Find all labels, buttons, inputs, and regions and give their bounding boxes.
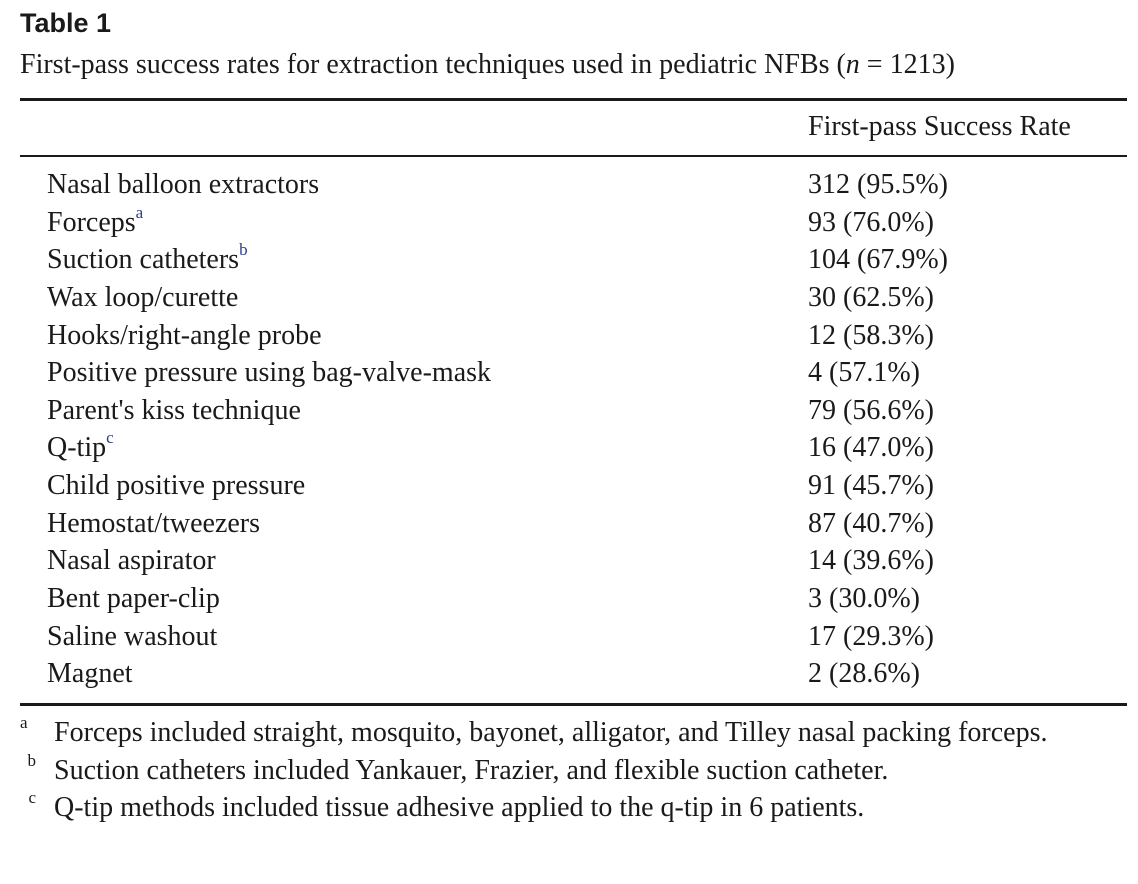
success-rate-cell: 87 (40.7%) [808, 507, 934, 539]
table-body [0, 166, 1138, 693]
footnote-link[interactable]: c [106, 428, 114, 448]
table-row [0, 204, 1138, 242]
technique-cell [47, 204, 143, 242]
caption-count: = 1213) [859, 49, 955, 80]
table-row [0, 467, 1138, 505]
technique-cell [47, 580, 220, 618]
footnote-text: Suction catheters included Yankauer, Frazier, and flexible suction catheter. [54, 754, 889, 786]
technique-cell [47, 429, 114, 467]
success-rate-cell: 3 (30.0%) [808, 583, 920, 615]
table-row [0, 580, 1138, 618]
footnote-text: Q-tip methods included tissue adhesive applied to the q-tip in 6 patients. [54, 792, 865, 823]
table-footnotes [20, 714, 1120, 827]
technique-cell [47, 392, 301, 430]
table-caption [20, 47, 955, 83]
technique-name: Saline washout [47, 620, 218, 652]
table-row [0, 279, 1138, 317]
column-header-success-rate: First-pass Success Rate [808, 111, 1071, 142]
table-row [0, 618, 1138, 656]
table-row [0, 166, 1138, 204]
technique-cell [47, 505, 260, 543]
caption-text: First-pass success rates for extraction techniques used in pediatric NFBs ( [20, 49, 846, 80]
footnote-link[interactable]: b [239, 240, 248, 260]
technique-name: Hemostat/tweezers [47, 507, 261, 539]
technique-cell [47, 166, 319, 204]
technique-cell [47, 618, 217, 656]
success-rate-cell: 104 (67.9%) [808, 244, 948, 276]
table-row [0, 429, 1138, 467]
technique-cell [47, 467, 305, 505]
table-row [0, 392, 1138, 430]
caption-variable: n [845, 49, 860, 80]
technique-name: Nasal aspirator [47, 545, 216, 577]
success-rate-cell: 17 (29.3%) [808, 620, 934, 652]
table-row [0, 241, 1138, 279]
technique-cell [47, 317, 322, 355]
technique-name: Forceps [47, 206, 136, 238]
success-rate-cell: 14 (39.6%) [808, 545, 934, 577]
technique-name: Suction catheters [47, 244, 240, 276]
success-rate-cell: 4 (57.1%) [808, 357, 920, 389]
table-top-rule [20, 98, 1127, 101]
table-bottom-rule [20, 703, 1127, 706]
success-rate-cell: 91 (45.7%) [808, 470, 934, 502]
technique-name: Nasal balloon extractors [47, 169, 320, 200]
table-row [0, 505, 1138, 543]
footnote: a Forceps included straight, mosquito, bayonet, alligator, and Tilley nasal packing forceps. [20, 713, 1048, 748]
footnote: b Suction catheters included Yankauer, Frazier, and flexible suction catheter. [27, 750, 889, 786]
table-header-rule [20, 155, 1127, 157]
technique-name: Child positive pressure [47, 470, 306, 502]
success-rate-cell: 93 (76.0%) [808, 206, 934, 238]
technique-name: Positive pressure using bag-valve-mask [47, 357, 492, 389]
table-row [0, 317, 1138, 355]
table-row [0, 655, 1138, 693]
technique-name: Hooks/right-angle probe [47, 319, 322, 351]
technique-cell [47, 354, 491, 392]
footnote-link[interactable]: a [135, 202, 144, 222]
success-rate-cell: 16 (47.0%) [808, 432, 934, 464]
technique-name: Bent paper-clip [47, 583, 220, 615]
success-rate-cell: 2 (28.6%) [808, 658, 920, 690]
technique-name: Parent's kiss technique [47, 394, 301, 426]
table-label: Table 1 [20, 8, 112, 38]
technique-cell [47, 655, 133, 693]
footnote: c Q-tip methods included tissue adhesive applied to the q-tip in 6 patients. [28, 788, 865, 823]
technique-name: Wax loop/curette [47, 281, 239, 313]
technique-cell [47, 241, 248, 279]
success-rate-cell: 30 (62.5%) [808, 281, 934, 313]
technique-cell [47, 542, 216, 580]
success-rate-cell: 312 (95.5%) [808, 169, 948, 200]
technique-cell [47, 279, 238, 317]
success-rate-cell: 12 (58.3%) [808, 319, 934, 351]
technique-name: Magnet [47, 658, 133, 690]
table-row [0, 354, 1138, 392]
footnote-text: Forceps included straight, mosquito, bayonet, alligator, and Tilley nasal packing forceps. [54, 717, 1048, 748]
technique-name: Q-tip [47, 432, 107, 464]
table-row [0, 542, 1138, 580]
success-rate-cell: 79 (56.6%) [808, 394, 934, 426]
